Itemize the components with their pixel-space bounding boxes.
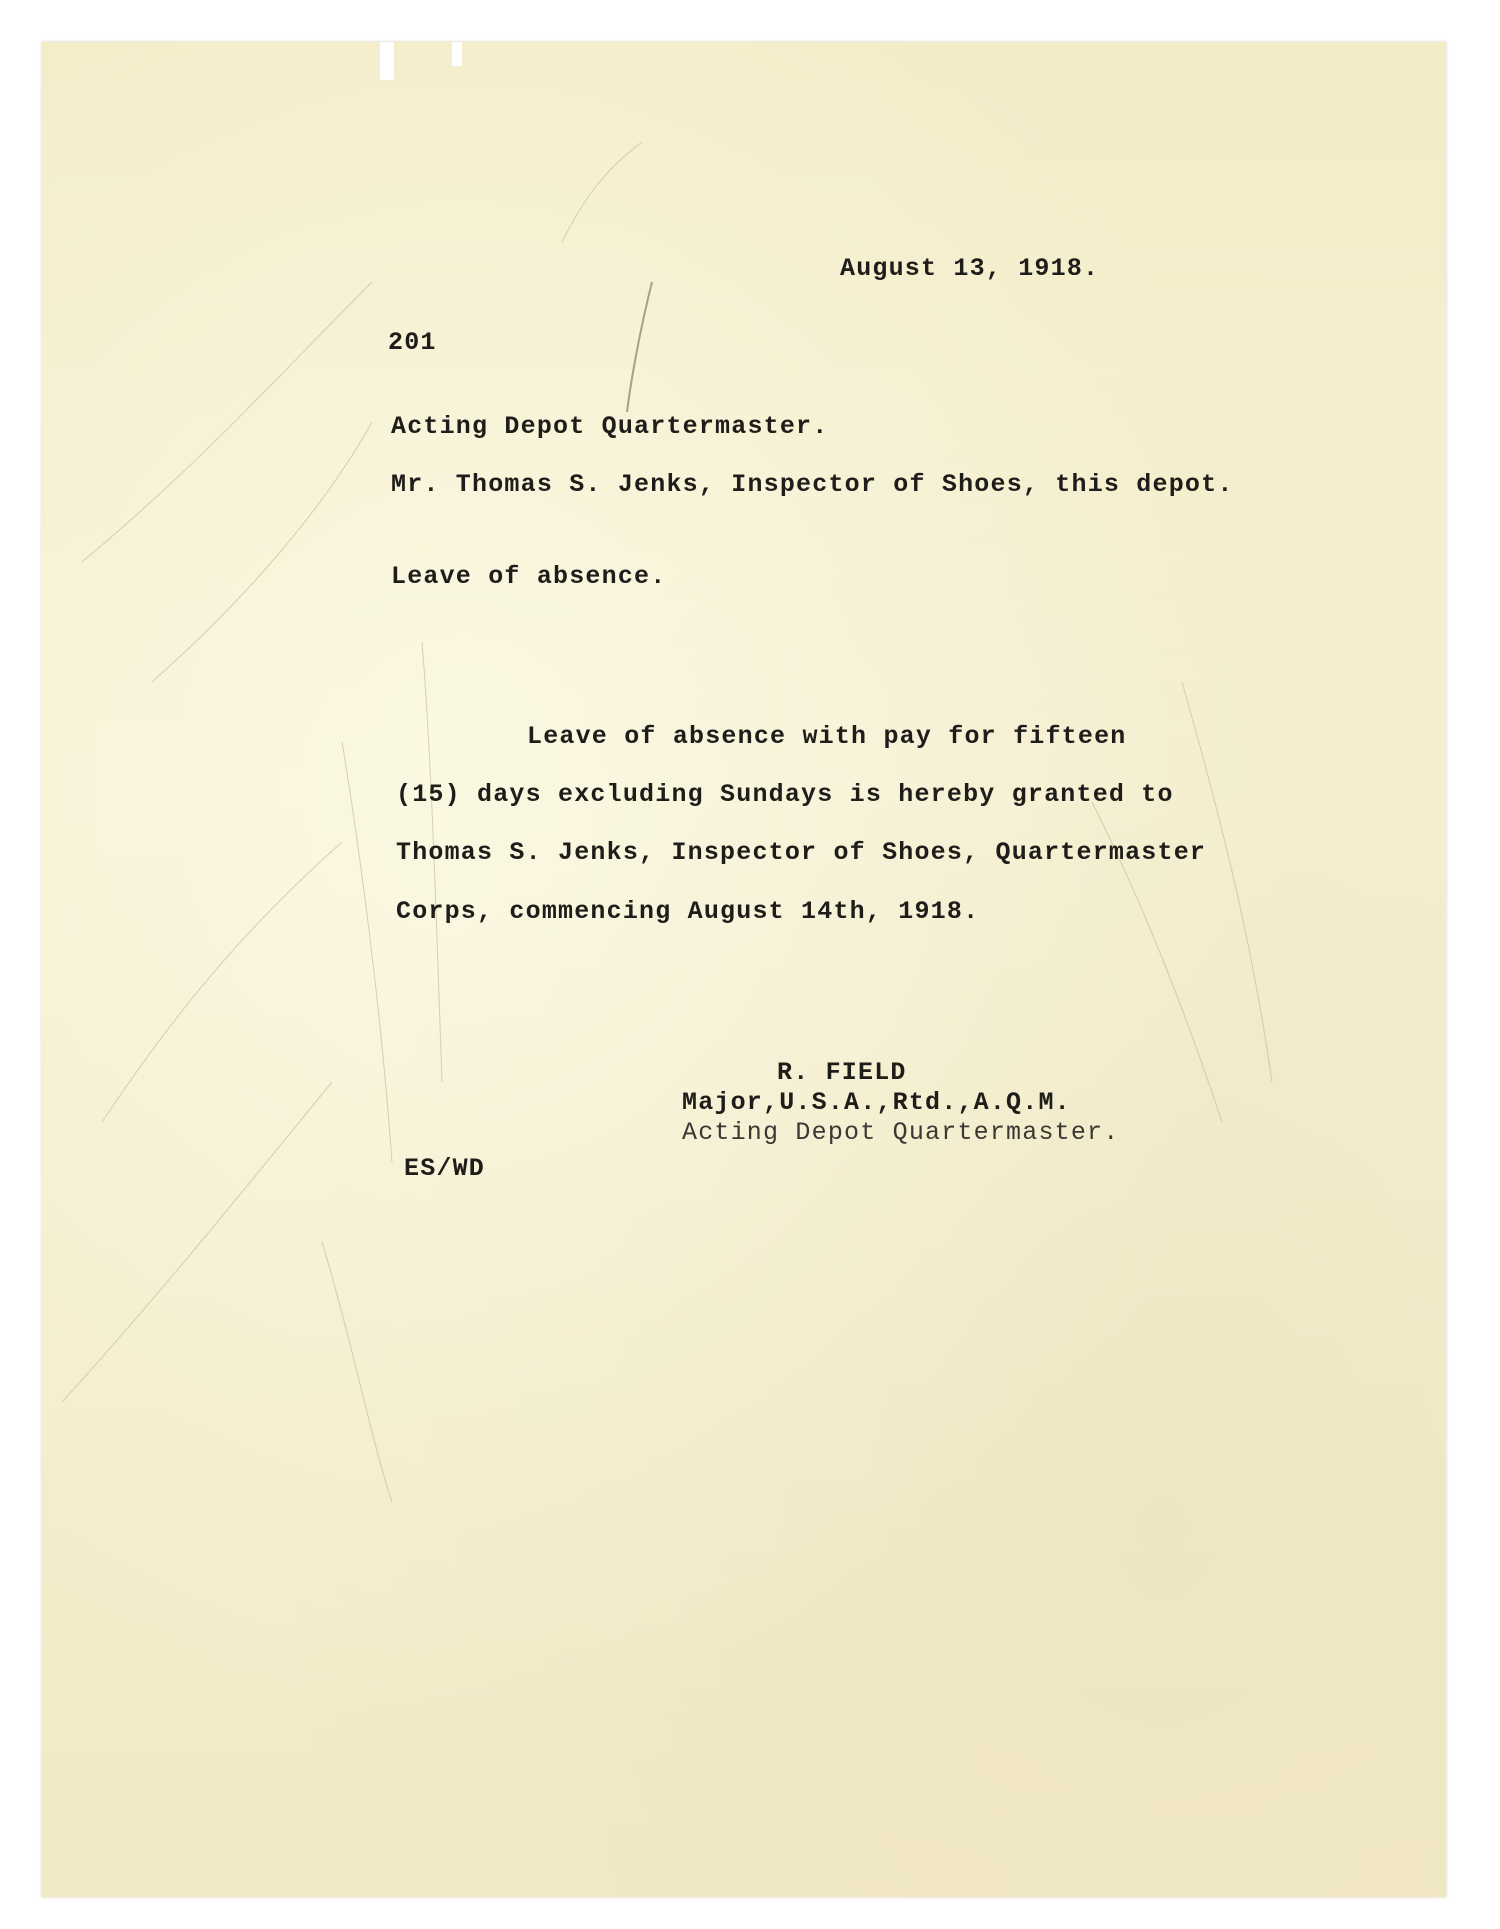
letter-page [42,42,1446,1897]
paper-crease-marks [42,42,1446,1897]
letter-date: August 13, 1918. [840,254,1100,283]
paper-tear [452,42,462,66]
addressee: Acting Depot Quartermaster. [391,412,829,441]
signature-title: Acting Depot Quartermaster. [682,1118,1120,1147]
subject-line: Leave of absence. [391,562,667,591]
body-line: (15) days excluding Sundays is hereby granted to [396,780,1174,809]
reference-number: 201 [388,328,437,357]
body-line: Thomas S. Jenks, Inspector of Shoes, Quartermaster [396,838,1207,867]
signature-name: R. FIELD [777,1058,907,1087]
paper-tear [380,42,394,80]
subject-person: Mr. Thomas S. Jenks, Inspector of Shoes, this depot. [391,470,1234,499]
signature-rank: Major,U.S.A.,Rtd.,A.Q.M. [682,1088,1071,1117]
body-line: Corps, commencing August 14th, 1918. [396,897,980,926]
body-line: Leave of absence with pay for fifteen [527,722,1127,751]
typist-initials: ES/WD [404,1154,486,1183]
